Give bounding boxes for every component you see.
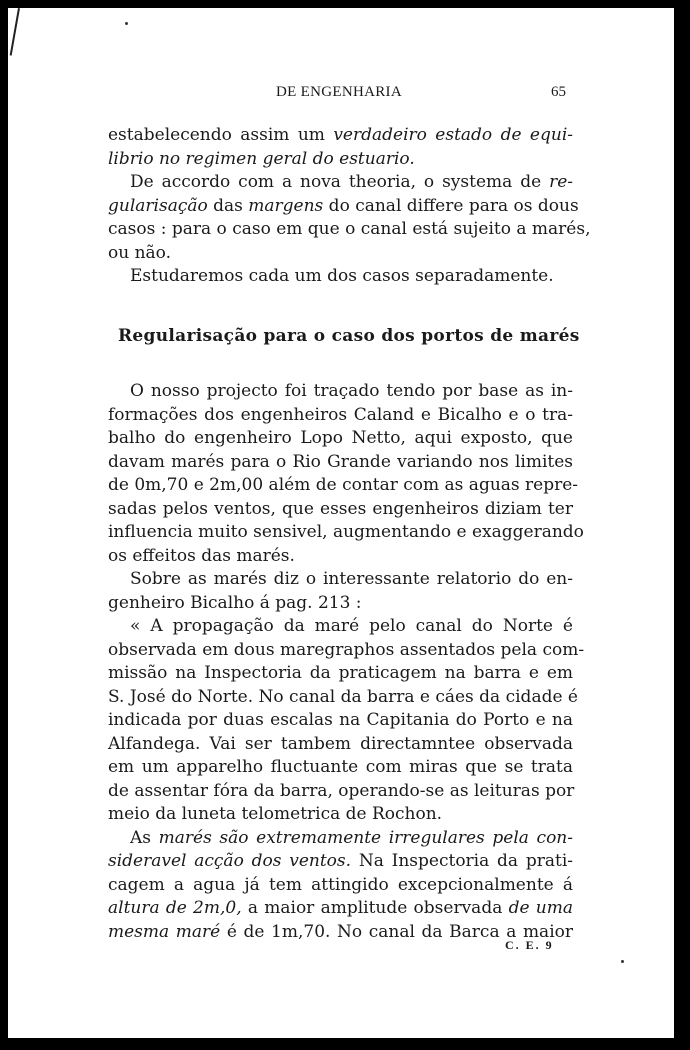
- text-span: é de 1m,70. No canal da Barca a maior: [220, 921, 573, 942]
- text-line: ou não.: [108, 242, 172, 263]
- italic-span: verdadeiro estado de equi-: [333, 125, 573, 145]
- text-span: das: [207, 195, 249, 216]
- italic-span: sideravel acção dos ventos.: [108, 851, 352, 871]
- text-span: Na Inspectoria da prati-: [351, 851, 574, 871]
- intro-text: [108, 124, 591, 289]
- italic-span: gularisação: [108, 195, 208, 216]
- text-line: casos : para o caso em que o canal está sujeito a marés,: [108, 219, 591, 239]
- printer-signature-mark: C. E. 9: [505, 938, 554, 952]
- text-line: sadas pelos ventos, que esses engenheiros diziam ter: [108, 498, 573, 519]
- text-line: [108, 171, 573, 195]
- text-line: [108, 827, 573, 851]
- italic-span: librio no regimen geral do estuario.: [108, 148, 415, 169]
- text-line: os effeitos das marés.: [108, 545, 295, 566]
- speck: [125, 22, 128, 25]
- text-line: balho do engenheiro Lopo Netto, aqui exposto, que: [108, 428, 573, 448]
- running-header: [8, 78, 674, 102]
- italic-span: altura de 2m,0,: [108, 898, 242, 918]
- header-title: DE ENGENHARIA: [276, 84, 402, 100]
- italic-span: marés são extremamente irregulares pela con-: [158, 827, 573, 848]
- text-line: influencia muito sensivel, augmentando e exaggerando: [108, 522, 584, 542]
- text-line: em um apparelho fluctuante com miras que se trata: [108, 757, 573, 777]
- text-line: genheiro Bicalho á pag. 213 :: [108, 592, 362, 613]
- text-line: de assentar fóra da barra, operando-se as leituras por: [108, 780, 575, 801]
- text-line: « A propagação da maré pelo canal do Norte é: [130, 616, 573, 636]
- text-line: [108, 195, 579, 219]
- body-text: [108, 380, 585, 944]
- text-span: a maior amplitude observada: [241, 898, 509, 918]
- text-line: observada em dous maregraphos assentados pela com-: [108, 639, 585, 660]
- text-line: formações dos engenheiros Caland e Bicalho e o tra-: [108, 404, 573, 425]
- text-line: [108, 897, 573, 921]
- section-heading: Regularisação para o caso dos portos de marés: [118, 326, 580, 346]
- text-line: [108, 921, 573, 945]
- italic-span: re-: [549, 172, 573, 192]
- text-line: S. José do Norte. No canal da barra e cáes da cidade é: [108, 686, 578, 707]
- text-line: O nosso projecto foi traçado tendo por base as in-: [130, 381, 573, 401]
- text-line: indicada por duas escalas na Capitania do Porto e na: [108, 710, 573, 730]
- text-line: [108, 148, 573, 172]
- text-line: meio da luneta telometrica de Rochon.: [108, 804, 443, 824]
- text-line: de 0m,70 e 2m,00 além de contar com as aguas repre-: [108, 475, 579, 495]
- text-span: do canal differe para os dous: [323, 195, 579, 216]
- italic-span: margens: [248, 195, 324, 216]
- text-line: cagem a agua já tem attingido excepcionalmente á: [108, 874, 573, 895]
- page-number: 65: [551, 84, 566, 100]
- text-line: missão na Inspectoria da praticagem na barra e em: [108, 663, 573, 683]
- document-page: [8, 8, 674, 1038]
- text-line: [108, 124, 573, 148]
- text-line: davam marés para o Rio Grande variando nos limites: [108, 451, 573, 472]
- text-span: De accordo com a nova theoria, o systema de: [130, 172, 550, 192]
- italic-span: de uma: [508, 898, 573, 918]
- italic-span: mesma maré: [108, 921, 221, 942]
- text-line: [108, 850, 573, 874]
- scan-artifact-line: [10, 8, 20, 56]
- text-span: As: [130, 827, 159, 848]
- text-line: Alfandega. Vai ser tambem directamntee observada: [108, 733, 573, 754]
- text-line: Sobre as marés diz o interessante relatorio do en-: [130, 569, 573, 589]
- speck: [621, 960, 624, 963]
- text-span: estabelecendo assim um: [108, 125, 334, 145]
- text-line: Estudaremos cada um dos casos separadamente.: [130, 266, 554, 286]
